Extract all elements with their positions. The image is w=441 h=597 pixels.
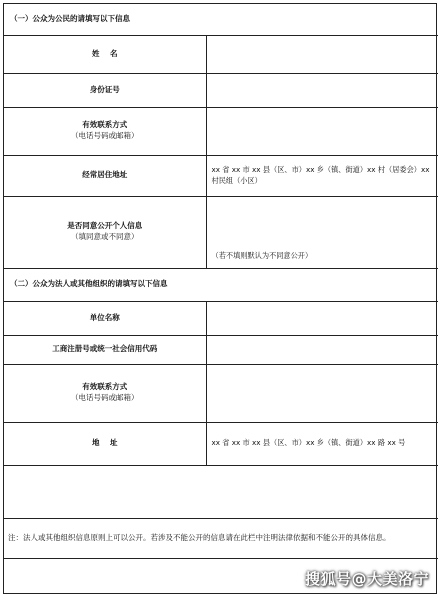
section-2-title: （二）公众为法人或其他组织的请填写以下信息 bbox=[4, 268, 438, 301]
address-field[interactable]: xx 省 xx 市 xx 县（区、市）xx 乡（镇、街道）xx 村（居委会）xx 村民组（小区） bbox=[206, 155, 438, 196]
disclose-consent-sublabel: （填同意或不同意） bbox=[71, 232, 139, 241]
address-label: 经常居住地址 bbox=[4, 155, 206, 196]
public-info-form bbox=[3, 3, 437, 594]
org-contact-sublabel: （电话号码或邮箱） bbox=[71, 393, 139, 402]
footnote: 注：法人或其他组织信息原则上可以公开。若涉及不能公开的信息请在此栏中注明法律依据和不能公开的具体信息。 bbox=[4, 518, 438, 558]
section-1-title: （一）公众为公民的请填写以下信息 bbox=[4, 4, 438, 35]
blank-row bbox=[4, 465, 438, 518]
registration-code-field[interactable] bbox=[206, 335, 438, 364]
contact-sublabel: （电话号码或邮箱） bbox=[71, 131, 139, 140]
form-table bbox=[4, 4, 438, 559]
name-field[interactable] bbox=[206, 35, 438, 73]
org-address-field[interactable]: xx 省 xx 市 xx 县（区、市）xx 乡（镇、街道）xx 路 xx 号 bbox=[206, 422, 438, 465]
name-label: 姓 名 bbox=[4, 35, 206, 73]
id-number-field[interactable] bbox=[206, 73, 438, 107]
org-name-field[interactable] bbox=[206, 301, 438, 335]
contact-label: 有效联系方式 （电话号码或邮箱） bbox=[4, 107, 206, 155]
org-contact-label: 有效联系方式 （电话号码或邮箱） bbox=[4, 364, 206, 422]
registration-code-label: 工商注册号或统一社会信用代码 bbox=[4, 335, 206, 364]
disclose-consent-label: 是否同意公开个人信息 （填同意或不同意） bbox=[4, 196, 206, 268]
org-address-label: 地 址 bbox=[4, 422, 206, 465]
org-name-label: 单位名称 bbox=[4, 301, 206, 335]
contact-field[interactable] bbox=[206, 107, 438, 155]
id-number-label: 身份证号 bbox=[4, 73, 206, 107]
org-contact-field[interactable] bbox=[206, 364, 438, 422]
disclose-consent-field[interactable]: （若不填则默认为不同意公开） bbox=[206, 196, 438, 268]
watermark: 搜狐号@大美洛宁 bbox=[304, 570, 429, 588]
